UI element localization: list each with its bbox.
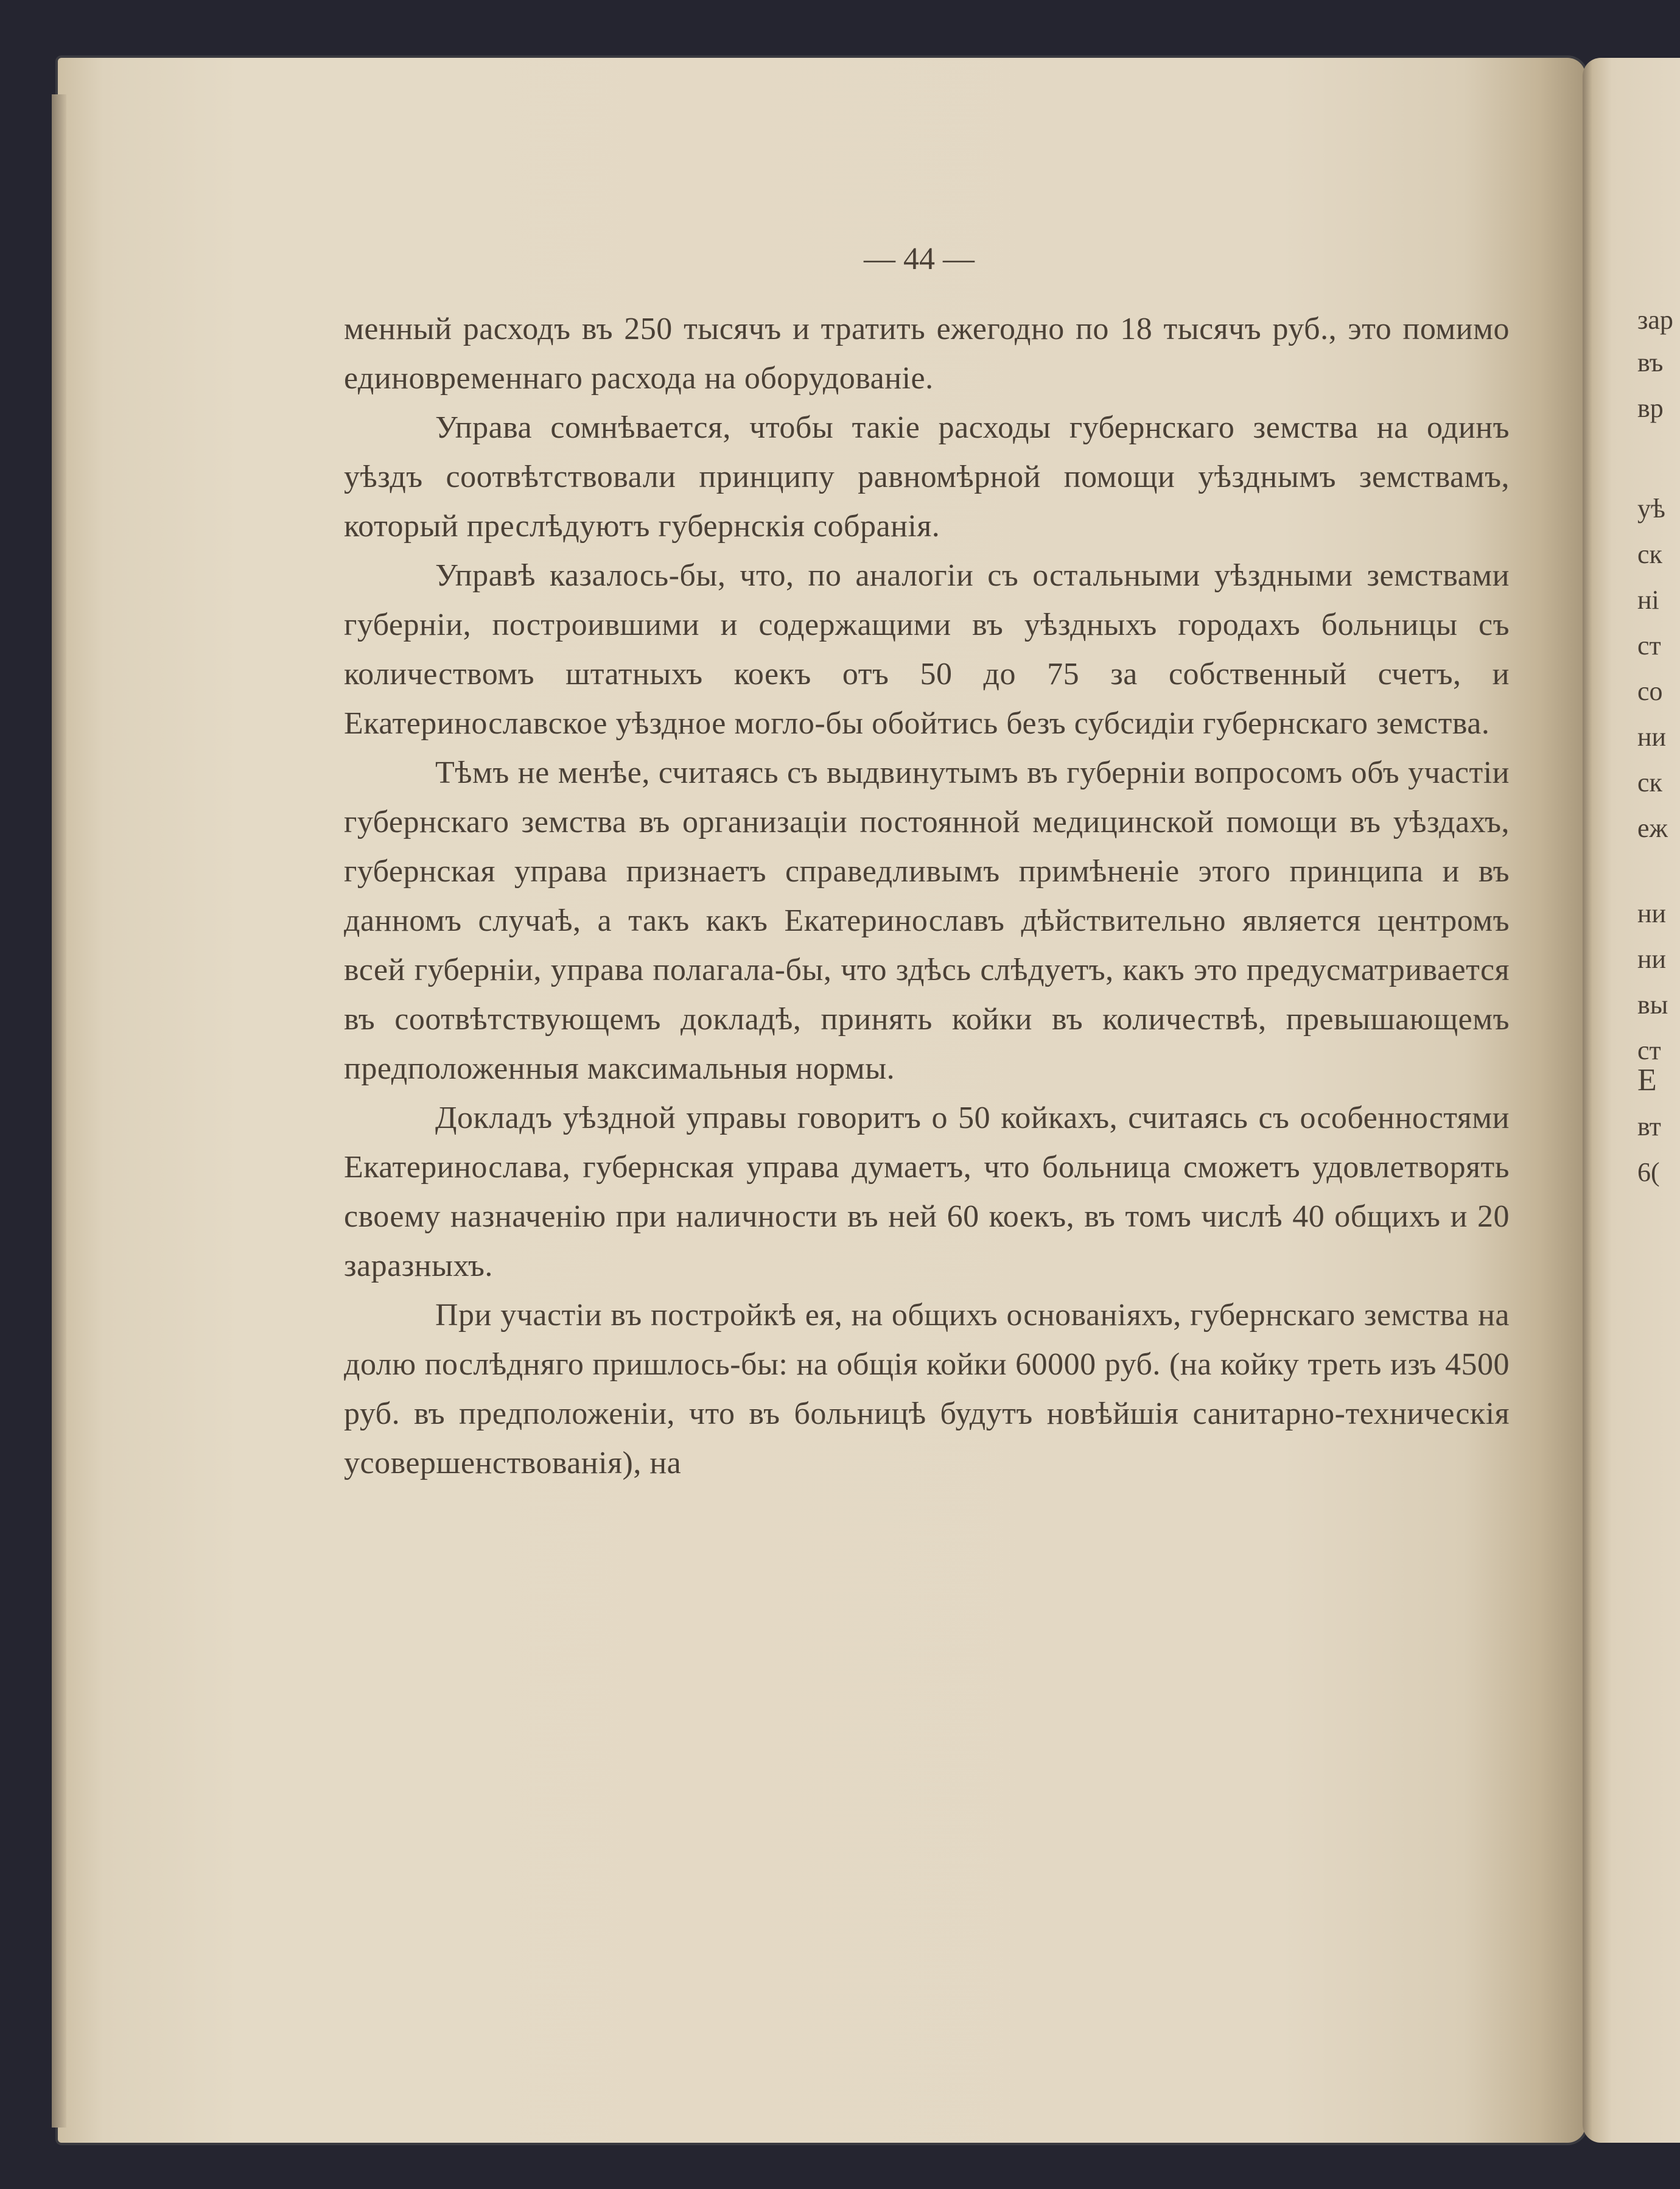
right-page-fragment: зар bbox=[1637, 305, 1673, 335]
right-page-fragment: ст bbox=[1637, 631, 1661, 660]
right-page-fragment: 6( bbox=[1637, 1157, 1660, 1187]
page-number: — 44 — bbox=[864, 242, 975, 276]
paragraph: При участіи въ постройкѣ ея, на общихъ основаніяхъ, губернскаго земства на долю послѣдняго пришлось-бы: на общія койки 60000 руб. (на койку треть изъ 4500 руб. въ предположеніи, что въ больницѣ будутъ новѣйшія санитарно-техническія усовершенствованія), на bbox=[344, 1298, 1510, 1480]
right-page-fragment: ск bbox=[1637, 768, 1662, 797]
right-page-fragment: вр bbox=[1637, 393, 1664, 423]
paragraph: Тѣмъ не менѣе, считаясь съ выдвинутымъ въ губерніи вопросомъ объ участіи губернскаго земства въ организаціи постоянной медицинской помощи въ уѣздахъ, губернская управа признаетъ справедливымъ примѣненіе этого принципа и въ данномъ случаѣ, а такъ какъ Екатеринославъ дѣйствительно является центромъ всей губерніи, управа полагала-бы, что здѣсь слѣдуетъ, какъ это предусматривается въ соотвѣтствующемъ докладѣ, принять койки въ количествѣ, превышающемъ предположенныя максимальныя нормы. bbox=[344, 755, 1510, 1086]
right-page-fragment: ни bbox=[1637, 898, 1667, 928]
right-page-fragment: вы bbox=[1637, 990, 1668, 1020]
right-page-fragment: ни bbox=[1637, 722, 1667, 752]
page-text bbox=[344, 304, 1510, 1488]
right-page-text bbox=[1637, 286, 1680, 1077]
right-page-fragment: еж bbox=[1637, 813, 1668, 843]
right-page-fragment: ск bbox=[1637, 539, 1662, 569]
right-page-fragment: въ bbox=[1637, 348, 1664, 377]
right-page-fragment: со bbox=[1637, 676, 1663, 706]
right-page-fragment: ні bbox=[1637, 585, 1659, 615]
paragraph: Управа сомнѣвается, чтобы такіе расходы губернскаго земства на одинъ уѣздъ соотвѣтствовали принципу равномѣрной помощи уѣзднымъ земствамъ, который преслѣдуютъ губернскія собранія. bbox=[344, 410, 1510, 544]
paragraph: менный расходъ въ 250 тысячъ и тратить ежегодно по 18 тысячъ руб., это помимо единовременнаго расхода на оборудованіе. bbox=[344, 312, 1510, 396]
right-page-fragment: ни bbox=[1637, 944, 1667, 974]
right-page-fragment: ст bbox=[1637, 1035, 1661, 1065]
paragraph: Докладъ уѣздной управы говоритъ о 50 койкахъ, считаясь съ особенностями Екатеринослава, губернская управа думаетъ, что больница сможетъ удовлетворять своему назначенію при наличности въ ней 60 коекъ, въ томъ числѣ 40 общихъ и 20 заразныхъ. bbox=[344, 1101, 1510, 1283]
right-page-text-lower bbox=[1637, 1062, 1680, 1221]
right-page-fragment: вт bbox=[1637, 1112, 1661, 1141]
paragraph: Управѣ казалось-бы, что, по аналогіи съ остальными уѣздными земствами губерніи, построившими и содержащими въ уѣздныхъ городахъ больницы съ количествомъ штатныхъ коекъ отъ 50 до 75 за собственный счетъ, и Екатеринославское уѣздное могло-бы обойтись безъ субсидіи губернскаго земства. bbox=[344, 558, 1510, 741]
right-page-fragment: уѣ bbox=[1637, 494, 1665, 524]
right-page-fragment: Е bbox=[1637, 1063, 1657, 1098]
